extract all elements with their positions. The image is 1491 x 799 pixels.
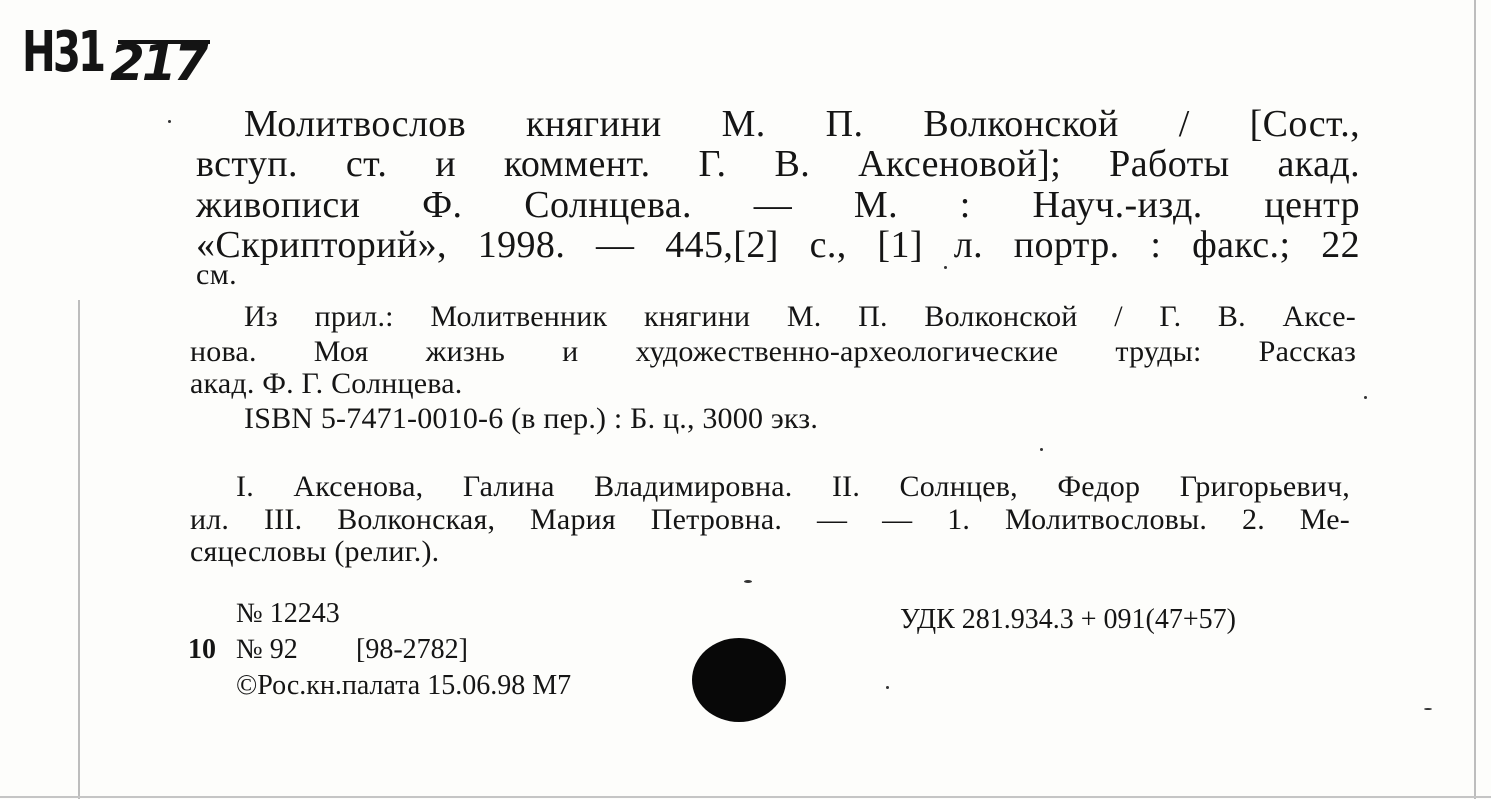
entry-line: см.: [196, 258, 237, 291]
isbn-line: ISBN 5-7471-0010-6 (в пер.) : Б. ц., 3000 экз.: [244, 402, 819, 435]
entry-line: Молитвослов княгини М. П. Волконской / [Сост.,: [244, 103, 1360, 145]
entry-line: «Скрипторий», 1998. — 445,[2] с., [1] л. портр. : факс.; 22: [196, 224, 1360, 266]
udc-code: УДК 281.934.3 + 091(47+57): [900, 604, 1236, 635]
scan-speck: [944, 266, 947, 269]
entry-line: живописи Ф. Солнцева. — М. : Науч.-изд. центр: [196, 184, 1360, 226]
note-line: Из прил.: Молитвенник княгини М. П. Волконской / Г. В. Аксе-: [244, 300, 1356, 333]
card-prefix: 10: [188, 634, 216, 665]
subject-line: ил. III. Волконская, Мария Петровна. — — 1. Молитвословы. 2. Ме-: [190, 503, 1350, 536]
scan-speck: [168, 120, 171, 123]
sub-number: № 92: [236, 634, 298, 665]
ink-blot: [692, 638, 786, 722]
bottom-border-line: [0, 796, 1491, 798]
handwritten-shelfmark: [22, 20, 206, 92]
right-border-line: [1474, 0, 1476, 799]
left-border-line: [78, 300, 80, 799]
scan-speck: [1424, 708, 1432, 710]
subject-line: сяцесловы (религ.).: [190, 535, 440, 568]
scan-speck: [1364, 396, 1367, 399]
book-chamber-stamp: ©Рос.кн.палата 15.06.98 М7: [236, 670, 572, 701]
note-line: акад. Ф. Г. Солнцева.: [190, 367, 463, 400]
entry-line: вступ. ст. и коммент. Г. В. Аксеновой]; Работы акад.: [196, 143, 1360, 185]
scan-speck: [744, 580, 752, 583]
record-number: № 12243: [236, 598, 340, 629]
note-line: нова. Моя жизнь и художественно-археологические труды: Рассказ: [190, 335, 1356, 368]
registration-code: [98-2782]: [356, 634, 468, 665]
shelfmark-fraction: 217: [110, 34, 206, 92]
subject-line: I. Аксенова, Галина Владимировна. II. Солнцев, Федор Григорьевич,: [236, 470, 1350, 503]
scan-speck: [886, 686, 889, 689]
shelfmark-main: Н31: [22, 20, 104, 85]
scan-speck: [1040, 448, 1043, 451]
